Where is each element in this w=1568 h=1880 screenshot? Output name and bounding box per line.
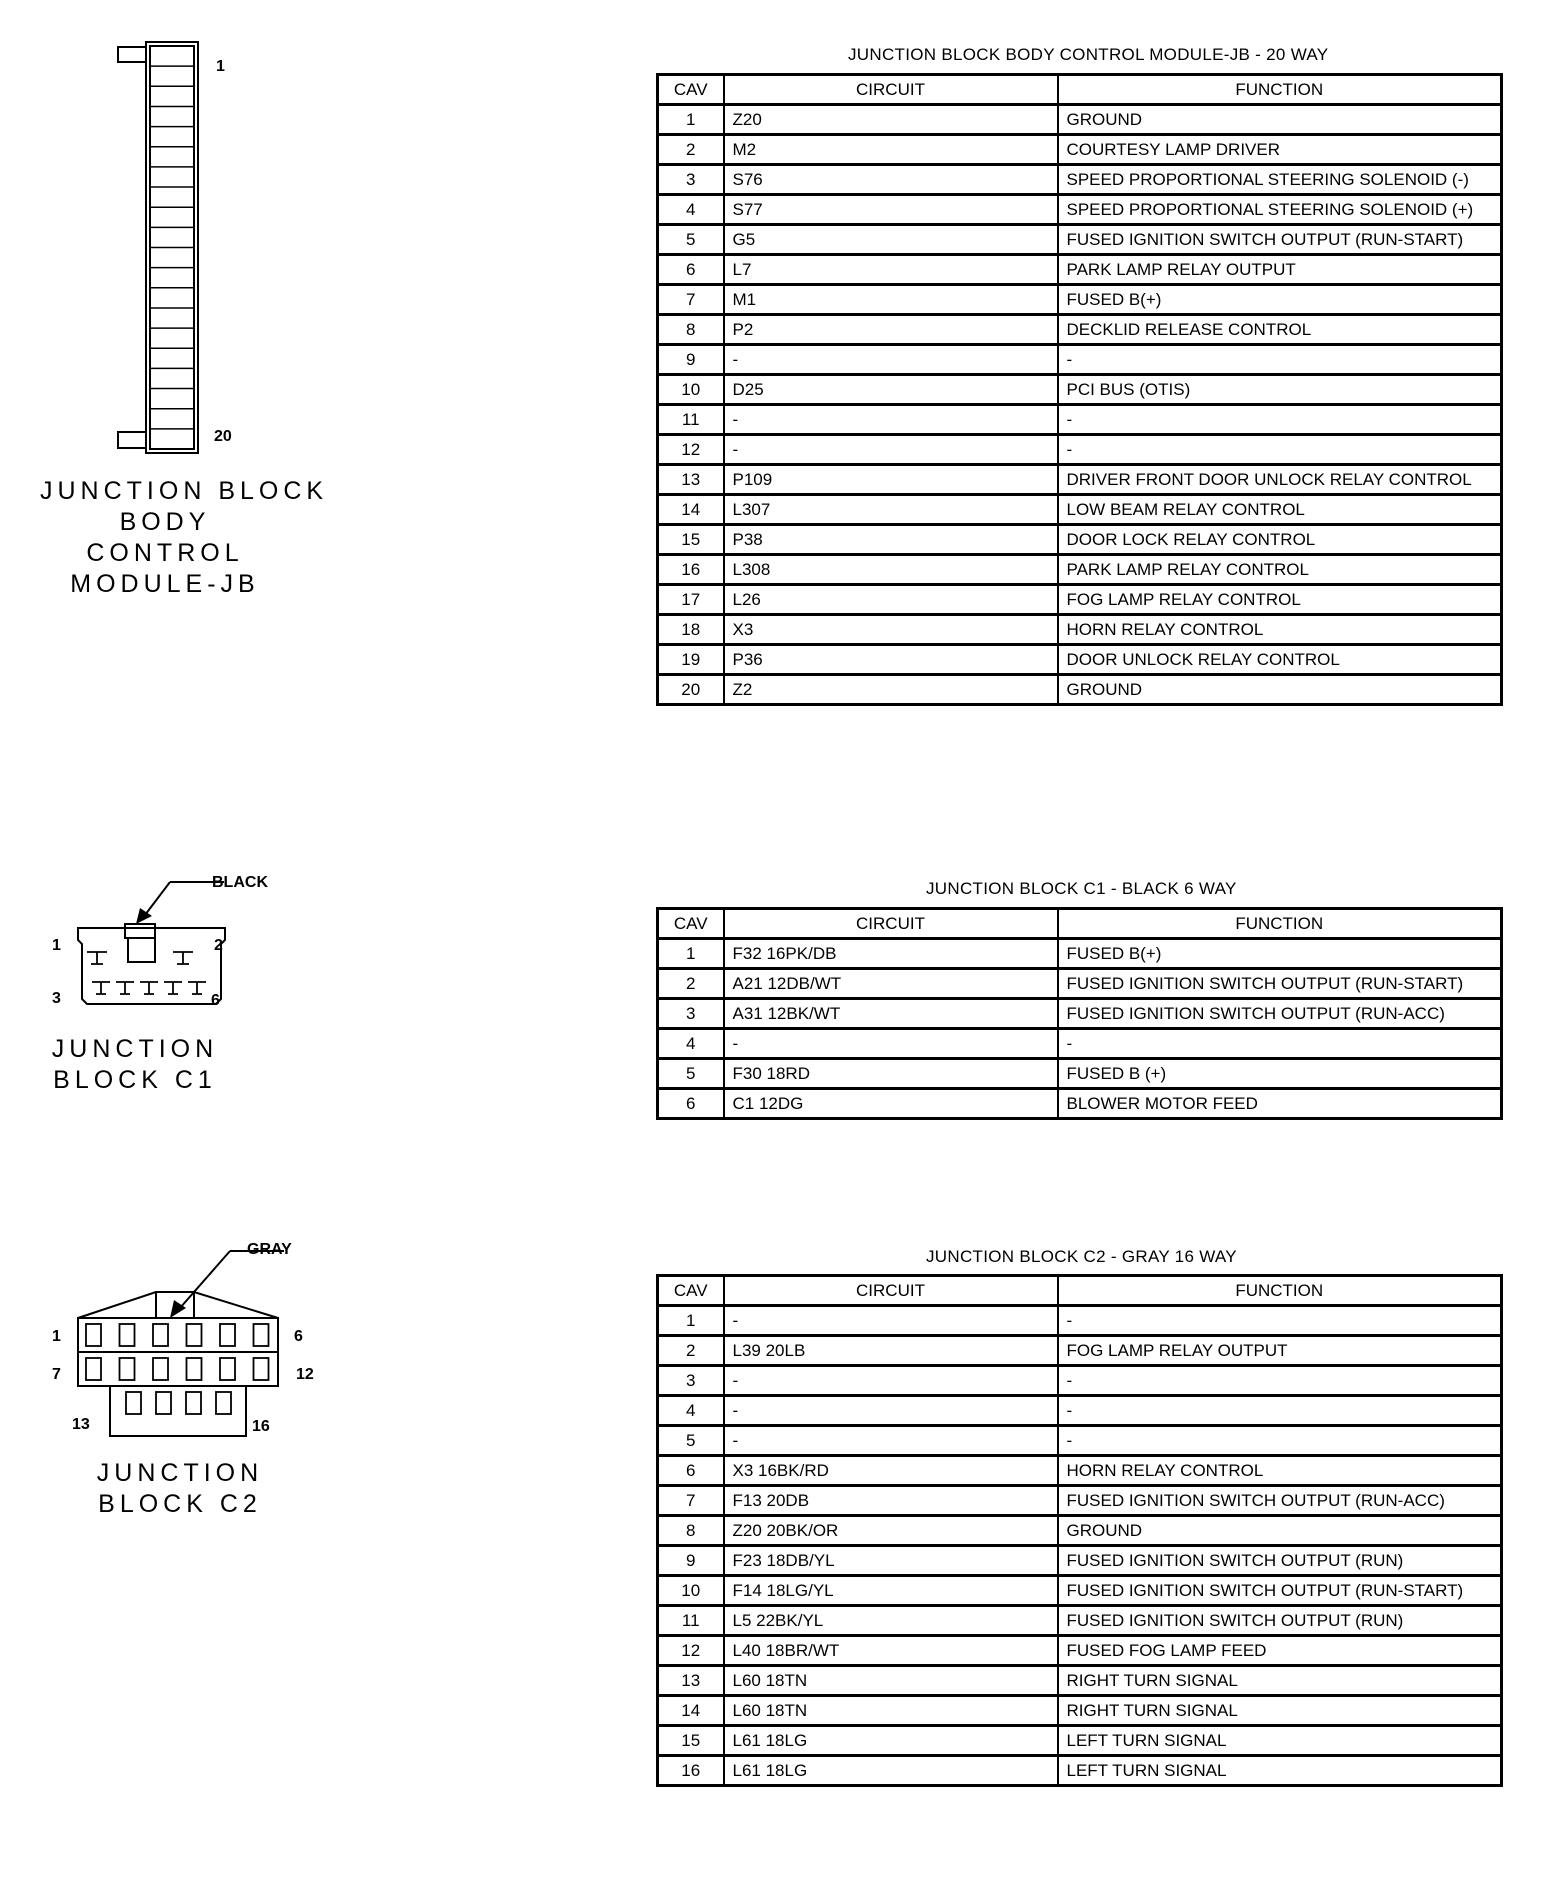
circuit-cell: L26 [724, 585, 1058, 615]
table-header-row [658, 1276, 1502, 1306]
table-row [658, 1606, 1502, 1636]
table-row [658, 1756, 1502, 1786]
cav-cell: 9 [658, 1546, 724, 1576]
c1-title: JUNCTION BLOCK C1 - BLACK 6 WAY [926, 879, 1237, 898]
label-line: CONTROL [86, 539, 244, 567]
circuit-cell: L39 20LB [724, 1336, 1058, 1366]
table-row [658, 435, 1502, 465]
cav-cell: 7 [658, 1486, 724, 1516]
table-row [658, 1089, 1502, 1119]
label-line: BODY [119, 508, 211, 536]
function-cell: GROUND [1058, 105, 1502, 135]
circuit-cell: P109 [724, 465, 1058, 495]
cavity [216, 1392, 231, 1414]
c2-pin-label: 13 [72, 1416, 90, 1433]
cav-cell: 10 [658, 375, 724, 405]
table-row [658, 939, 1502, 969]
function-cell: PARK LAMP RELAY OUTPUT [1058, 255, 1502, 285]
cav-cell: 5 [658, 1426, 724, 1456]
function-cell: - [1058, 1426, 1502, 1456]
table-row [658, 225, 1502, 255]
cav-cell: 9 [658, 345, 724, 375]
label-line: MODULE-JB [70, 570, 260, 598]
cav-cell: 5 [658, 225, 724, 255]
c1-pin-label: 2 [214, 937, 223, 954]
cav-cell: 3 [658, 165, 724, 195]
cav-cell: 11 [658, 1606, 724, 1636]
table-row [658, 999, 1502, 1029]
function-cell: DOOR UNLOCK RELAY CONTROL [1058, 645, 1502, 675]
circuit-cell: L60 18TN [724, 1666, 1058, 1696]
table-row [658, 1636, 1502, 1666]
circuit-cell: X3 16BK/RD [724, 1456, 1058, 1486]
function-cell: FUSED B(+) [1058, 939, 1502, 969]
cavity [120, 1358, 135, 1380]
circuit-cell: - [724, 1029, 1058, 1059]
cav-cell: 6 [658, 255, 724, 285]
cav-cell: 4 [658, 1029, 724, 1059]
table-row [658, 1486, 1502, 1516]
circuit-cell: - [724, 345, 1058, 375]
table-row [658, 315, 1502, 345]
cavity [186, 1392, 201, 1414]
pin-number-first: 1 [216, 58, 225, 75]
table-row [658, 675, 1502, 705]
jb-20way-connector-drawing [110, 40, 220, 460]
function-cell: PCI BUS (OTIS) [1058, 375, 1502, 405]
table-row [658, 1576, 1502, 1606]
circuit-cell: P2 [724, 315, 1058, 345]
table-row [658, 135, 1502, 165]
circuit-cell: - [724, 1306, 1058, 1336]
table-row [658, 495, 1502, 525]
c2-pin-label: 12 [296, 1366, 314, 1383]
header-cav: CAV [658, 75, 724, 105]
circuit-cell: L61 18LG [724, 1726, 1058, 1756]
c1-label [40, 1034, 230, 1096]
circuit-cell: S77 [724, 195, 1058, 225]
cavity [220, 1324, 235, 1346]
cavity [187, 1324, 202, 1346]
cav-cell: 2 [658, 1336, 724, 1366]
function-cell: FOG LAMP RELAY CONTROL [1058, 585, 1502, 615]
function-cell: FUSED IGNITION SWITCH OUTPUT (RUN-ACC) [1058, 999, 1502, 1029]
table-row [658, 1059, 1502, 1089]
cav-cell: 2 [658, 969, 724, 999]
function-cell: BLOWER MOTOR FEED [1058, 1089, 1502, 1119]
circuit-cell: F13 20DB [724, 1486, 1058, 1516]
function-cell: RIGHT TURN SIGNAL [1058, 1666, 1502, 1696]
c2-pin-table [656, 1274, 1503, 1787]
table-row [658, 1396, 1502, 1426]
circuit-cell: - [724, 1396, 1058, 1426]
function-cell: FUSED IGNITION SWITCH OUTPUT (RUN-START) [1058, 1576, 1502, 1606]
function-cell: GROUND [1058, 1516, 1502, 1546]
circuit-cell: - [724, 435, 1058, 465]
pin-number-last: 20 [214, 428, 232, 445]
header-function: FUNCTION [1058, 75, 1502, 105]
circuit-cell: F23 18DB/YL [724, 1546, 1058, 1576]
table-row [658, 1306, 1502, 1336]
function-cell: - [1058, 1029, 1502, 1059]
circuit-cell: - [724, 405, 1058, 435]
cav-cell: 13 [658, 465, 724, 495]
label-line: BLOCK C2 [98, 1490, 262, 1518]
c2-pin-label: 1 [52, 1328, 61, 1345]
function-cell: FUSED B (+) [1058, 1059, 1502, 1089]
table-row [658, 1456, 1502, 1486]
table-row [658, 285, 1502, 315]
cav-cell: 5 [658, 1059, 724, 1089]
circuit-cell: L308 [724, 555, 1058, 585]
cavity [153, 1324, 168, 1346]
cav-cell: 15 [658, 525, 724, 555]
cav-cell: 14 [658, 495, 724, 525]
cav-cell: 7 [658, 285, 724, 315]
cavity [187, 1358, 202, 1380]
circuit-cell: - [724, 1366, 1058, 1396]
table-row [658, 1696, 1502, 1726]
function-cell: SPEED PROPORTIONAL STEERING SOLENOID (+) [1058, 195, 1502, 225]
header-cav: CAV [658, 1276, 724, 1306]
cav-cell: 3 [658, 1366, 724, 1396]
table-row [658, 1726, 1502, 1756]
cavity [120, 1324, 135, 1346]
table-row [658, 1029, 1502, 1059]
circuit-cell: L5 22BK/YL [724, 1606, 1058, 1636]
cav-cell: 4 [658, 1396, 724, 1426]
function-cell: - [1058, 405, 1502, 435]
function-cell: LOW BEAM RELAY CONTROL [1058, 495, 1502, 525]
cav-cell: 2 [658, 135, 724, 165]
header-circuit: CIRCUIT [724, 1276, 1058, 1306]
cav-cell: 4 [658, 195, 724, 225]
cav-cell: 15 [658, 1726, 724, 1756]
table-row [658, 1666, 1502, 1696]
circuit-cell: X3 [724, 615, 1058, 645]
function-cell: FOG LAMP RELAY OUTPUT [1058, 1336, 1502, 1366]
table-row [658, 1516, 1502, 1546]
circuit-cell: L7 [724, 255, 1058, 285]
table-row [658, 1336, 1502, 1366]
cav-cell: 16 [658, 555, 724, 585]
table-row [658, 165, 1502, 195]
function-cell: - [1058, 1366, 1502, 1396]
circuit-cell: C1 12DG [724, 1089, 1058, 1119]
circuit-cell: L60 18TN [724, 1696, 1058, 1726]
function-cell: LEFT TURN SIGNAL [1058, 1756, 1502, 1786]
function-cell: DOOR LOCK RELAY CONTROL [1058, 525, 1502, 555]
cavity [153, 1358, 168, 1380]
cavity [126, 1392, 141, 1414]
circuit-cell: G5 [724, 225, 1058, 255]
cav-cell: 10 [658, 1576, 724, 1606]
cav-cell: 1 [658, 1306, 724, 1336]
function-cell: RIGHT TURN SIGNAL [1058, 1696, 1502, 1726]
circuit-cell: M1 [724, 285, 1058, 315]
circuit-cell: - [724, 1426, 1058, 1456]
function-cell: FUSED IGNITION SWITCH OUTPUT (RUN-START) [1058, 225, 1502, 255]
header-circuit: CIRCUIT [724, 75, 1058, 105]
c1-pin-label: 6 [211, 992, 220, 1009]
function-cell: - [1058, 1306, 1502, 1336]
table-header-row [658, 75, 1502, 105]
function-cell: DECKLID RELEASE CONTROL [1058, 315, 1502, 345]
function-cell: HORN RELAY CONTROL [1058, 615, 1502, 645]
c2-color-label: GRAY [247, 1241, 292, 1258]
circuit-cell: P36 [724, 645, 1058, 675]
table-row [658, 405, 1502, 435]
table-row [658, 969, 1502, 999]
c1-pin-label: 3 [52, 990, 61, 1007]
cav-cell: 18 [658, 615, 724, 645]
cavity [254, 1358, 269, 1380]
cav-cell: 11 [658, 405, 724, 435]
circuit-cell: Z20 [724, 105, 1058, 135]
c2-pin-label: 16 [252, 1418, 270, 1435]
table-row [658, 1546, 1502, 1576]
c2-label [80, 1458, 280, 1520]
table-row [658, 1426, 1502, 1456]
table-header-row [658, 909, 1502, 939]
cav-cell: 13 [658, 1666, 724, 1696]
cav-cell: 1 [658, 105, 724, 135]
table-row [658, 105, 1502, 135]
circuit-cell: Z2 [724, 675, 1058, 705]
cav-cell: 8 [658, 1516, 724, 1546]
table-row [658, 255, 1502, 285]
table-row [658, 525, 1502, 555]
table-row [658, 1366, 1502, 1396]
circuit-cell: L40 18BR/WT [724, 1636, 1058, 1666]
function-cell: PARK LAMP RELAY CONTROL [1058, 555, 1502, 585]
cav-cell: 12 [658, 1636, 724, 1666]
c2-pin-label: 6 [294, 1328, 303, 1345]
c2-pin-label: 7 [52, 1366, 61, 1383]
circuit-cell: P38 [724, 525, 1058, 555]
function-cell: COURTESY LAMP DRIVER [1058, 135, 1502, 165]
circuit-cell: A21 12DB/WT [724, 969, 1058, 999]
header-circuit: CIRCUIT [724, 909, 1058, 939]
circuit-cell: F14 18LG/YL [724, 1576, 1058, 1606]
circuit-cell: L307 [724, 495, 1058, 525]
function-cell: FUSED B(+) [1058, 285, 1502, 315]
circuit-cell: F32 16PK/DB [724, 939, 1058, 969]
c1-pin-table [656, 907, 1503, 1120]
cav-cell: 12 [658, 435, 724, 465]
circuit-cell: S76 [724, 165, 1058, 195]
label-line: JUNCTION [51, 1035, 219, 1063]
function-cell: FUSED IGNITION SWITCH OUTPUT (RUN-START) [1058, 969, 1502, 999]
cav-cell: 17 [658, 585, 724, 615]
table-row [658, 615, 1502, 645]
circuit-cell: M2 [724, 135, 1058, 165]
table-row [658, 585, 1502, 615]
label-line: BLOCK C1 [53, 1066, 217, 1094]
jb-20way-label [40, 476, 329, 600]
jb-20way-title: JUNCTION BLOCK BODY CONTROL MODULE-JB - 20 WAY [848, 45, 1329, 64]
cav-cell: 1 [658, 939, 724, 969]
cavity [86, 1358, 101, 1380]
function-cell: FUSED IGNITION SWITCH OUTPUT (RUN) [1058, 1546, 1502, 1576]
function-cell: - [1058, 1396, 1502, 1426]
header-function: FUNCTION [1058, 909, 1502, 939]
function-cell: HORN RELAY CONTROL [1058, 1456, 1502, 1486]
c1-color-label: BLACK [212, 874, 268, 891]
cav-cell: 3 [658, 999, 724, 1029]
cav-cell: 8 [658, 315, 724, 345]
function-cell: SPEED PROPORTIONAL STEERING SOLENOID (-) [1058, 165, 1502, 195]
cav-cell: 6 [658, 1089, 724, 1119]
table-row [658, 645, 1502, 675]
label-line: JUNCTION BLOCK [40, 477, 329, 505]
cav-cell: 20 [658, 675, 724, 705]
function-cell: DRIVER FRONT DOOR UNLOCK RELAY CONTROL [1058, 465, 1502, 495]
table-row [658, 555, 1502, 585]
function-cell: FUSED IGNITION SWITCH OUTPUT (RUN) [1058, 1606, 1502, 1636]
c1-connector-drawing [70, 870, 250, 1020]
circuit-cell: D25 [724, 375, 1058, 405]
cav-cell: 16 [658, 1756, 724, 1786]
function-cell: FUSED IGNITION SWITCH OUTPUT (RUN-ACC) [1058, 1486, 1502, 1516]
table-row [658, 375, 1502, 405]
function-cell: LEFT TURN SIGNAL [1058, 1726, 1502, 1756]
table-row [658, 345, 1502, 375]
cav-cell: 6 [658, 1456, 724, 1486]
c1-pin-label: 1 [52, 937, 61, 954]
function-cell: GROUND [1058, 675, 1502, 705]
cavity [86, 1324, 101, 1346]
function-cell: - [1058, 435, 1502, 465]
header-function: FUNCTION [1058, 1276, 1502, 1306]
circuit-cell: L61 18LG [724, 1756, 1058, 1786]
header-cav: CAV [658, 909, 724, 939]
jb-20way-pin-table [656, 73, 1503, 706]
c2-title: JUNCTION BLOCK C2 - GRAY 16 WAY [926, 1247, 1237, 1266]
cavity [254, 1324, 269, 1346]
cavity [220, 1358, 235, 1380]
function-cell: - [1058, 345, 1502, 375]
cavity [156, 1392, 171, 1414]
function-cell: FUSED FOG LAMP FEED [1058, 1636, 1502, 1666]
circuit-cell: A31 12BK/WT [724, 999, 1058, 1029]
circuit-cell: F30 18RD [724, 1059, 1058, 1089]
circuit-cell: Z20 20BK/OR [724, 1516, 1058, 1546]
cav-cell: 19 [658, 645, 724, 675]
label-line: JUNCTION [96, 1459, 264, 1487]
table-row [658, 195, 1502, 225]
cav-cell: 14 [658, 1696, 724, 1726]
table-row [658, 465, 1502, 495]
